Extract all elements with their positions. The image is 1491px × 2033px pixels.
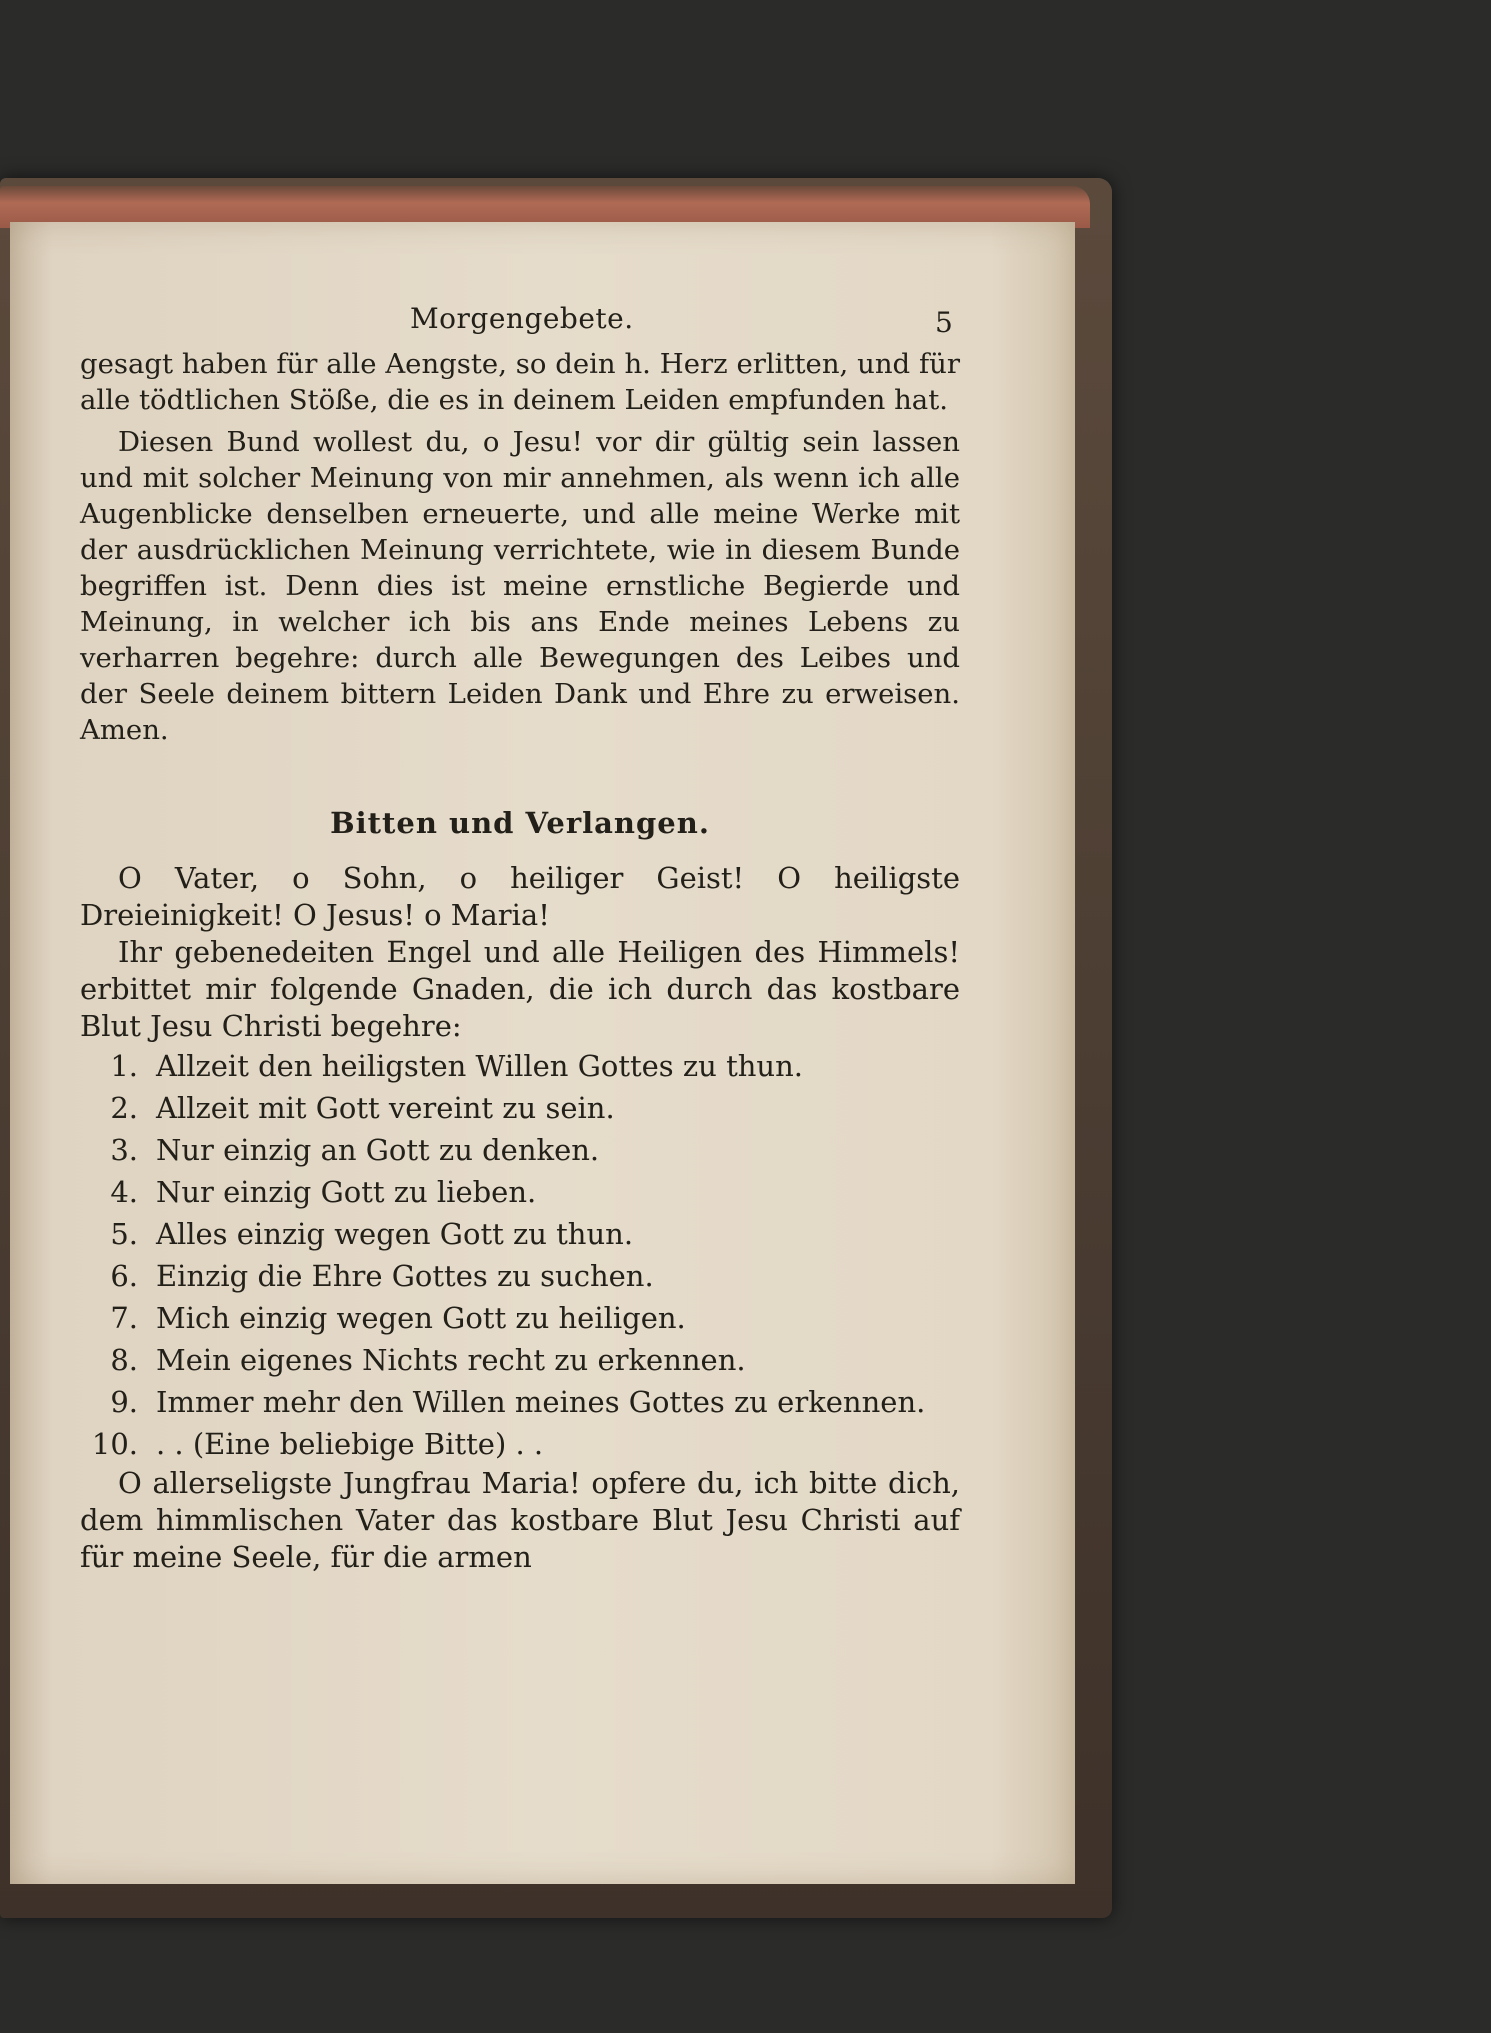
closing-paragraph: O allerseligste Jungfrau Maria! opfere du, ich bitte dich, dem himmlischen Vater das kostbare Blut Jesu Christi auf für meine Seele, für die armen xyxy=(80,1466,960,1574)
list-item xyxy=(80,1171,960,1213)
petition-list xyxy=(80,1045,960,1465)
item-number: 1. xyxy=(110,1049,138,1083)
item-text: Mich einzig wegen Gott zu heiligen. xyxy=(156,1301,686,1335)
section-heading: Bitten und Verlangen. xyxy=(330,806,710,840)
list-item xyxy=(80,1087,960,1129)
item-text: . . (Eine beliebige Bitte) . . xyxy=(156,1427,544,1461)
running-title: Morgengebete. xyxy=(410,302,634,335)
item-text: Immer mehr den Willen meines Gottes zu erkennen. xyxy=(156,1385,926,1419)
list-item xyxy=(80,1423,960,1465)
item-text: Allzeit mit Gott vereint zu sein. xyxy=(156,1091,615,1125)
list-item xyxy=(80,1255,960,1297)
item-number: 3. xyxy=(110,1133,138,1167)
running-head xyxy=(80,302,960,346)
item-number: 7. xyxy=(110,1301,138,1335)
item-text: Einzig die Ehre Gottes zu suchen. xyxy=(156,1259,654,1293)
page-content xyxy=(80,302,960,1576)
item-number: 5. xyxy=(110,1217,138,1251)
page-number: 5 xyxy=(935,306,953,339)
list-item xyxy=(80,1297,960,1339)
list-item xyxy=(80,1129,960,1171)
item-text: Alles einzig wegen Gott zu thun. xyxy=(156,1217,634,1251)
item-text: Allzeit den heiligsten Willen Gottes zu thun. xyxy=(156,1049,803,1083)
paragraph-covenant: Diesen Bund wollest du, o Jesu! vor dir gültig sein lassen und mit solcher Meinung von mir annehmen, als wenn ich alle Augenblicke denselben erneuerte, und alle meine Werke mit der ausdrücklichen Meinung verrichtete, wie in diesem Bunde begriffen ist. Denn dies ist meine ernstliche Begierde und Meinung, in welcher ich bis ans Ende meines Lebens zu verharren begehre: durch alle Bewegungen des Leibes und der Seele deinem bittern Leiden Dank und Ehre zu erweisen. Amen. xyxy=(80,426,960,746)
list-item xyxy=(80,1045,960,1087)
item-number: 4. xyxy=(110,1175,138,1209)
item-number: 8. xyxy=(110,1343,138,1377)
item-number: 6. xyxy=(110,1259,138,1293)
item-text: Nur einzig Gott zu lieben. xyxy=(156,1175,537,1209)
item-text: Mein eigenes Nichts recht zu erkennen. xyxy=(156,1343,746,1377)
book-page xyxy=(10,222,1075,1884)
invocation-paragraph: O Vater, o Sohn, o heiliger Geist! O heiligste Dreieinigkeit! O Jesus! o Maria! xyxy=(80,861,960,932)
list-item xyxy=(80,1339,960,1381)
paragraph-continuation: gesagt haben für alle Aengste, so dein h. Herz erlitten, und für alle tödtlichen Stöße, die es in deinem Leiden empfunden hat. xyxy=(80,348,960,416)
item-text: Nur einzig an Gott zu denken. xyxy=(156,1133,600,1167)
request-paragraph: Ihr gebenedeiten Engel und alle Heiligen des Himmels! erbittet mir folgende Gnaden, die ich durch das kostbare Blut Jesu Christi begehre: xyxy=(80,935,960,1043)
list-item xyxy=(80,1213,960,1255)
item-number: 2. xyxy=(110,1091,138,1125)
item-number: 10. xyxy=(91,1427,138,1461)
list-item xyxy=(80,1381,960,1423)
item-number: 9. xyxy=(110,1385,138,1419)
